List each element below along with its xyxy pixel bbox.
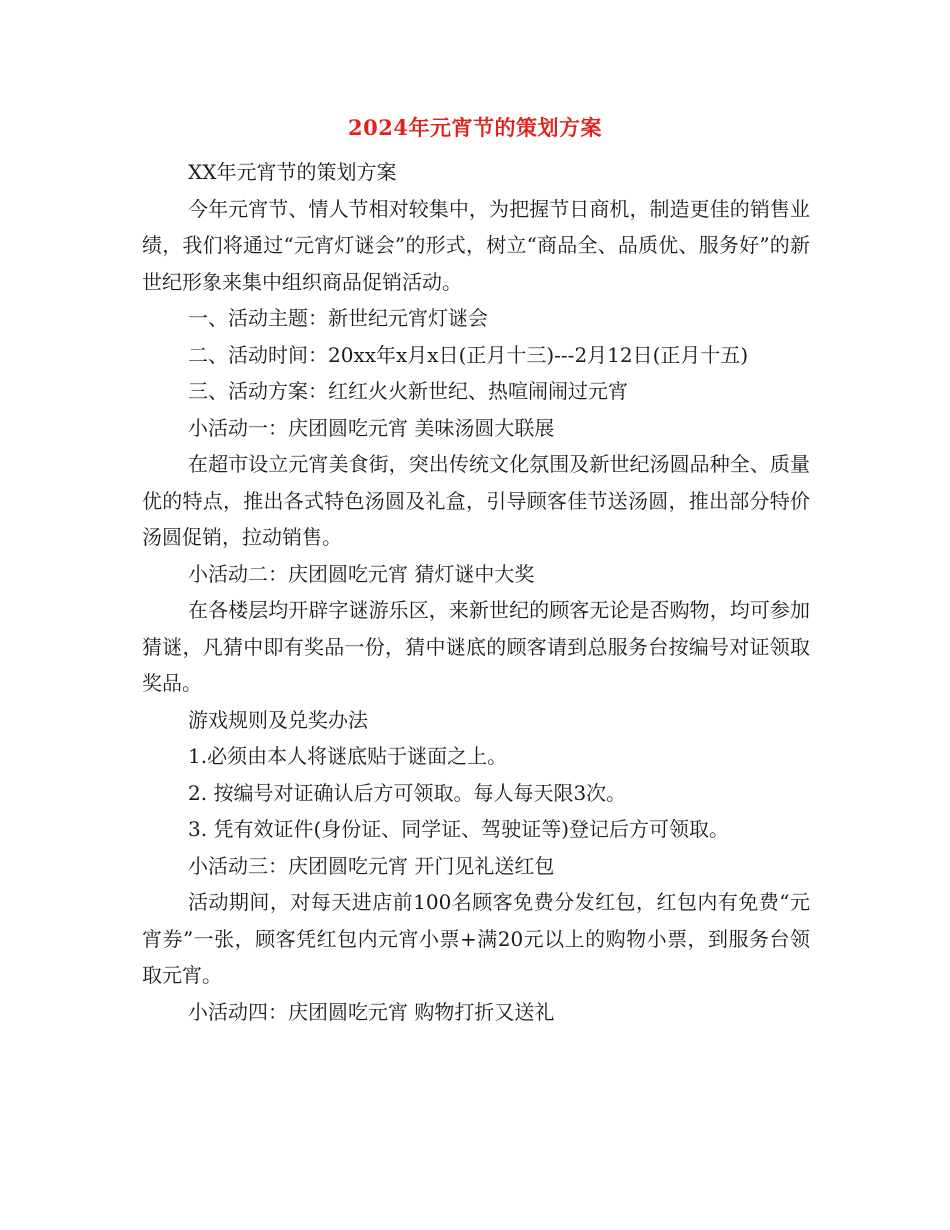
activity-one-heading: 小活动一：庆团圆吃元宵 美味汤圆大联展	[188, 415, 555, 440]
paragraph-intro: 今年元宵节、情人节相对较集中，为把握节日商机，制造更佳的销售业绩，我们将通过“元宵灯谜会”的形式，树立“商品全、品质优、服务好”的新世纪形象来集中组织商品促销活动。	[142, 196, 810, 294]
paragraph-time: 二、活动时间：20xx年x月x日(正月十三)---2月12日(正月十五)	[188, 342, 749, 367]
paragraph-theme: 一、活动主题：新世纪元宵灯谜会	[188, 306, 488, 330]
rule-item: 3. 凭有效证件(身份证、同学证、驾驶证等)登记后方可领取。	[188, 817, 730, 841]
activity-four-heading: 小活动四：庆团圆吃元宵 购物打折又送礼	[188, 999, 555, 1024]
paragraph-subtitle: XX年元宵节的策划方案	[188, 160, 397, 184]
activity-two-heading: 小活动二：庆团圆吃元宵 猜灯谜中大奖	[188, 561, 535, 586]
document-title: 2024年元宵节的策划方案	[348, 115, 602, 140]
rules-heading: 游戏规则及兑奖办法	[188, 707, 368, 732]
paragraph-plan: 三、活动方案：红红火火新世纪、热喧闹闹过元宵	[188, 379, 628, 403]
activity-three-text: 活动期间，对每天进店前100名顾客免费分发红包，红包内有免费“元宵券”一张，顾客凭红包内元宵小票+满20元以上的购物小票，到服务台领取元宵。	[142, 890, 810, 987]
rule-item: 2. 按编号对证确认后方可领取。每人每天限3次。	[188, 780, 627, 805]
activity-two-text: 在各楼层均开辟字谜游乐区，来新世纪的顾客无论是否购物，均可参加猜谜，凡猜中即有奖品一份，猜中谜底的顾客请到总服务台按编号对证领取奖品。	[142, 598, 810, 695]
document-body	[142, 154, 810, 1030]
activity-one-text: 在超市设立元宵美食街，突出传统文化氛围及新世纪汤圆品种全、质量优的特点，推出各式特色汤圆及礼盒，引导顾客佳节送汤圆，推出部分特价汤圆促销，拉动销售。	[142, 452, 810, 549]
activity-three-heading: 小活动三：庆团圆吃元宵 开门见礼送红包	[188, 853, 555, 878]
rule-item: 1.必须由本人将谜底贴于谜面之上。	[188, 744, 508, 768]
